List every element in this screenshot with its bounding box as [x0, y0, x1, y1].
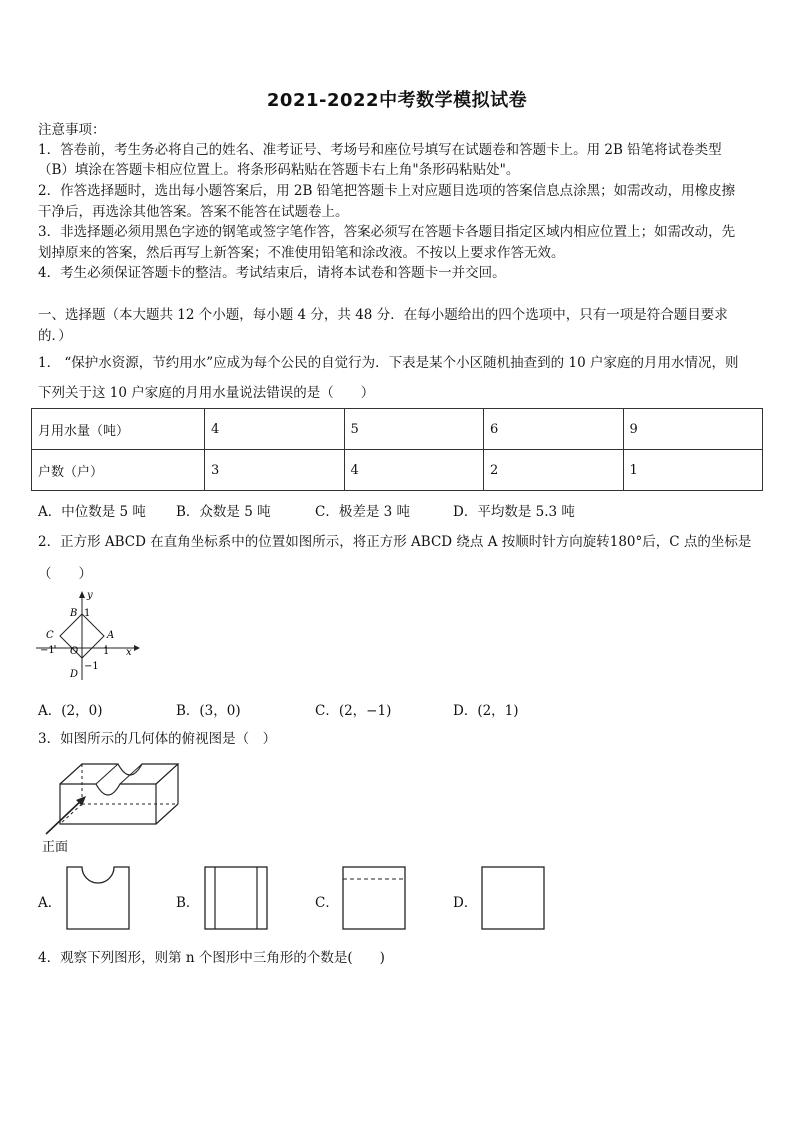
option-c[interactable]: C．(2，−1)	[315, 703, 392, 719]
option-c[interactable]: C．	[315, 895, 339, 911]
question-1-text: 1． “保护水资源，节约用水”应成为每个公民的自觉行为．下表是某个小区随机抽查到的 10 户家庭的月用水情况，则	[38, 355, 739, 371]
question-2-text-cont: （ ）	[38, 566, 92, 582]
notice-heading: 注意事项：	[38, 122, 106, 138]
hidden-edge	[60, 804, 82, 824]
tick-label-1-y: 1	[84, 608, 91, 619]
square	[482, 867, 544, 929]
option-d[interactable]: D．平均数是 5.3 吨	[453, 504, 575, 520]
page-title: 2021-2022中考数学模拟试卷	[266, 90, 528, 111]
table-cell: 2	[484, 450, 624, 491]
notice-line: 2．作答选择题时，选出每小题答案后，用 2B 铅笔把答题卡上对应题目选项的答案信息点涂黑；如需改动，用橡皮擦	[38, 183, 736, 199]
question-2-text: 2．正方形 ABCD 在直角坐标系中的位置如图所示，将正方形 ABCD 绕点 A 按顺时针方向旋转180°后，C 点的坐标是	[38, 534, 752, 550]
notice-line: 划掉原来的答案，然后再写上新答案；不准使用铅笔和涂改液。不按以上要求作答无效。	[38, 245, 565, 261]
table-cell: 6	[484, 409, 624, 450]
y-label: y	[87, 590, 93, 601]
table-cell: 月用水量（吨）	[32, 409, 205, 450]
tick-label-neg1-y: −1	[84, 661, 99, 672]
groove-edge	[120, 764, 142, 784]
option-c[interactable]: C．极差是 3 吨	[315, 504, 411, 520]
option-b[interactable]: B．	[176, 895, 200, 911]
notice-line: 1．答卷前，考生务必将自己的姓名、准考证号、考场号和座位号填写在试题卷和答题卡上。用 2B 铅笔将试卷类型	[38, 142, 722, 158]
point-c-label: C	[46, 630, 54, 641]
notice-line: 干净后，再选涂其他答案。答案不能答在试题卷上。	[38, 204, 349, 220]
square	[343, 867, 405, 929]
section-heading: 一、选择题（本大题共 12 个小题，每小题 4 分，共 48 分．在每小题给出的四个选项中，只有一项是符合题目要求	[38, 307, 728, 323]
tick-label-1-x: 1	[103, 646, 110, 657]
table-cell: 3	[205, 450, 345, 491]
point-d-label: D	[70, 669, 79, 680]
option-c-shape[interactable]	[342, 866, 406, 930]
table-row	[32, 450, 763, 491]
y-axis-arrow-icon	[79, 591, 85, 598]
front-arrow-line	[46, 798, 84, 834]
section-heading-cont: 的．）	[38, 328, 72, 344]
table-cell: 9	[623, 409, 763, 450]
question-4-text: 4．观察下列图形，则第 n 个图形中三角形的个数是( )	[38, 950, 385, 966]
tick-label-neg1-x: −1	[40, 645, 55, 656]
question-3-text: 3．如图所示的几何体的俯视图是（ ）	[38, 731, 277, 747]
option-b[interactable]: B．众数是 5 吨	[176, 504, 271, 520]
table-cell: 1	[623, 450, 763, 491]
front-label: 正面	[42, 840, 69, 855]
notice-line: 4．考生必须保证答题卡的整洁。考试结束后，请将本试卷和答题卡一并交回。	[38, 265, 506, 281]
origin-label: O	[70, 646, 79, 657]
x-label: x	[126, 647, 132, 658]
question-1-text-cont: 下列关于这 10 户家庭的月用水量说法错误的是（ ）	[38, 385, 375, 401]
right-bottom-edge	[156, 804, 178, 824]
option-d[interactable]: D．	[453, 895, 478, 911]
point-a-label: A	[107, 630, 115, 641]
x-axis-arrow-icon	[134, 645, 140, 651]
square-with-arc	[67, 867, 129, 929]
table-cell: 4	[344, 450, 484, 491]
coordinate-square-figure	[34, 588, 142, 684]
water-usage-table	[31, 408, 763, 491]
option-b-shape[interactable]	[204, 866, 268, 930]
option-a[interactable]: A．(2，0)	[38, 703, 103, 719]
option-a[interactable]: A．中位数是 5 吨	[38, 504, 146, 520]
option-a[interactable]: A．	[38, 895, 62, 911]
groove-edge	[96, 764, 118, 784]
option-d-shape[interactable]	[481, 866, 545, 930]
table-cell: 5	[344, 409, 484, 450]
option-b[interactable]: B．(3，0)	[176, 703, 241, 719]
square	[205, 867, 267, 929]
option-a-shape[interactable]	[66, 866, 130, 930]
notice-line: （B）填涂在答题卡相应位置上。将条形码粘贴在答题卡右上角"条形码粘贴处"。	[38, 162, 520, 178]
table-row	[32, 409, 763, 450]
point-b-label: B	[70, 608, 78, 619]
top-edges	[60, 764, 178, 784]
table-cell: 4	[205, 409, 345, 450]
notice-line: 3．非选择题必须用黑色字迹的钢笔或签字笔作答，答案必须写在答题卡各题目指定区域内相应位置上；如需改动，先	[38, 224, 736, 240]
option-d[interactable]: D．(2，1)	[453, 703, 519, 719]
table-cell: 户数（户）	[32, 450, 205, 491]
